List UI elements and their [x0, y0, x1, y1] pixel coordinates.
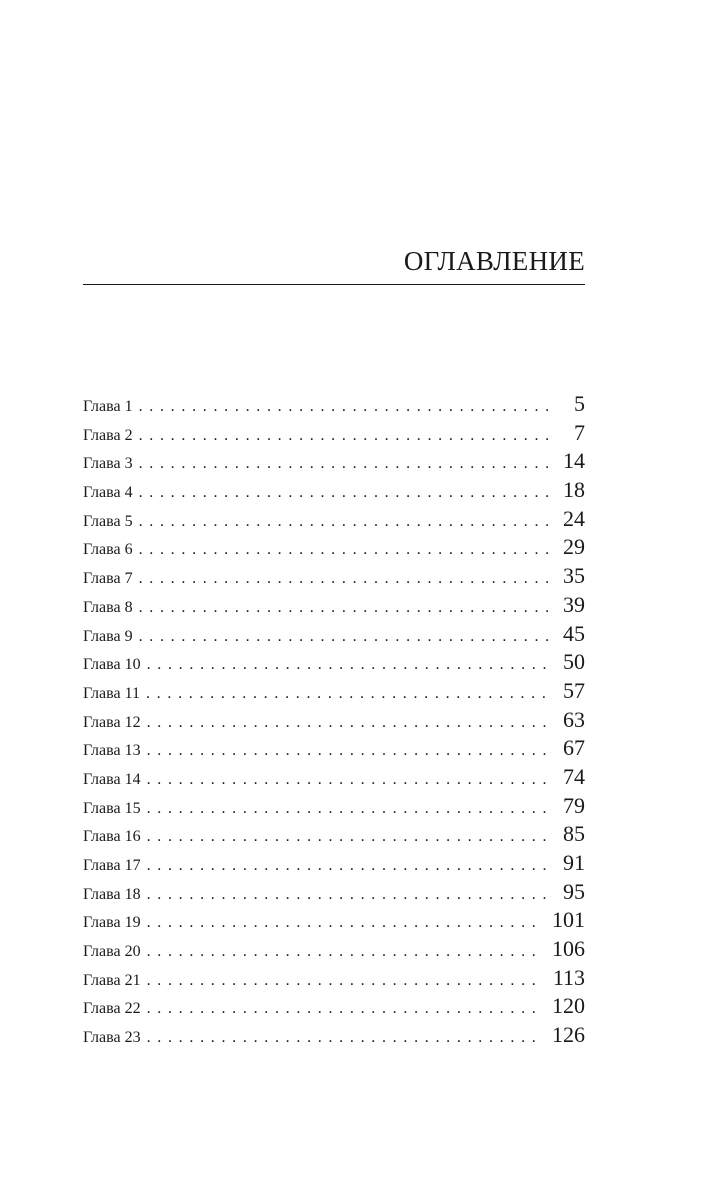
- toc-entry-label: Глава 20: [83, 943, 141, 961]
- dot-leader: [141, 972, 543, 990]
- toc-entry[interactable]: [83, 477, 585, 506]
- dot-leader: [141, 857, 553, 875]
- dot-leader: [141, 886, 553, 904]
- dot-leader: [133, 427, 555, 445]
- toc-entry-page-number: 126: [552, 1022, 585, 1048]
- dot-leader: [141, 656, 553, 674]
- dot-leader: [141, 742, 553, 760]
- toc-entry-label: Глава 22: [83, 1000, 141, 1018]
- dot-leader: [141, 914, 542, 932]
- dot-leader: [141, 800, 553, 818]
- toc-entry-page-number: 57: [563, 677, 585, 703]
- toc-entry-page-number: 39: [563, 591, 585, 617]
- toc-entry-page-number: 14: [563, 448, 585, 474]
- toc-entry-label: Глава 8: [83, 598, 133, 616]
- toc-entry-label: Глава 2: [83, 426, 133, 444]
- toc-entry-label: Глава 6: [83, 541, 133, 559]
- toc-entry[interactable]: [83, 907, 585, 936]
- toc-entry-page-number: 7: [574, 419, 585, 445]
- title-divider: [83, 284, 585, 285]
- dot-leader: [140, 685, 553, 703]
- toc-entry[interactable]: [83, 1022, 585, 1051]
- toc-entry-label: Глава 23: [83, 1029, 141, 1047]
- toc-entry-page-number: 5: [574, 391, 585, 416]
- toc-entry-label: Глава 17: [83, 857, 141, 874]
- dot-leader: [133, 628, 553, 646]
- toc-entry[interactable]: [83, 534, 585, 563]
- toc-entry-label: Глава 10: [83, 656, 141, 674]
- dot-leader: [141, 828, 553, 846]
- toc-entry-page-number: 120: [552, 993, 585, 1019]
- toc-entry-label: Глава 21: [83, 971, 141, 989]
- toc-entry[interactable]: [83, 448, 585, 477]
- toc-entry[interactable]: [83, 563, 585, 592]
- toc-entry-page-number: 24: [563, 505, 585, 531]
- page-title: ОГЛАВЛЕНИЕ: [403, 246, 585, 276]
- toc-entry-label: Глава 1: [83, 398, 133, 415]
- dot-leader: [133, 398, 555, 416]
- toc-entry-label: Глава 19: [83, 914, 141, 932]
- toc-entry[interactable]: [83, 420, 585, 449]
- dot-leader: [133, 455, 553, 473]
- toc-entry-label: Глава 4: [83, 484, 133, 502]
- dot-leader: [141, 943, 542, 961]
- toc-entry[interactable]: [83, 850, 585, 879]
- toc-entry-page-number: 18: [563, 477, 585, 503]
- dot-leader: [141, 1000, 542, 1018]
- toc-entry[interactable]: [83, 707, 585, 736]
- toc-entry-label: Глава 9: [83, 627, 133, 645]
- toc-entry-page-number: 95: [563, 878, 585, 904]
- toc-entry-label: Глава 11: [83, 684, 140, 702]
- toc-entry-page-number: 29: [563, 534, 585, 560]
- toc-entry[interactable]: [83, 592, 585, 621]
- toc-entry-page-number: 106: [552, 936, 585, 962]
- toc-entry-label: Глава 13: [83, 742, 141, 760]
- toc-entry-page-number: 67: [563, 735, 585, 761]
- dot-leader: [133, 541, 553, 559]
- toc-entry-label: Глава 12: [83, 713, 141, 731]
- toc-entry-page-number: 35: [563, 563, 585, 589]
- dot-leader: [141, 1029, 542, 1047]
- toc-entry-page-number: 113: [552, 964, 585, 990]
- toc-entry-label: Глава 16: [83, 828, 141, 846]
- toc-entry-page-number: 50: [563, 649, 585, 675]
- toc-entry-label: Глава 7: [83, 570, 133, 588]
- toc-entry[interactable]: [83, 391, 585, 420]
- toc-entry[interactable]: [83, 793, 585, 822]
- dot-leader: [133, 599, 553, 617]
- toc-entry-label: Глава 5: [83, 512, 133, 530]
- toc-entry-page-number: 85: [563, 821, 585, 847]
- dot-leader: [141, 714, 553, 732]
- toc-entry-page-number: 91: [563, 850, 585, 875]
- toc-entry[interactable]: [83, 506, 585, 535]
- toc-entry[interactable]: [83, 735, 585, 764]
- toc-entry-page-number: 74: [563, 763, 585, 789]
- toc-entry[interactable]: [83, 993, 585, 1022]
- toc-entry-page-number: 101: [552, 907, 585, 933]
- toc-entry-label: Глава 18: [83, 885, 141, 903]
- dot-leader: [133, 513, 553, 531]
- toc-entry-label: Глава 14: [83, 770, 141, 788]
- dot-leader: [141, 771, 553, 789]
- toc-entry-label: Глава 15: [83, 799, 141, 817]
- table-of-contents: [83, 391, 585, 1051]
- toc-entry[interactable]: [83, 621, 585, 650]
- toc-entry-page-number: 79: [563, 792, 585, 818]
- dot-leader: [133, 570, 553, 588]
- toc-entry-page-number: 63: [563, 706, 585, 732]
- toc-entry[interactable]: [83, 678, 585, 707]
- toc-entry[interactable]: [83, 649, 585, 678]
- dot-leader: [133, 484, 553, 502]
- toc-entry[interactable]: [83, 764, 585, 793]
- toc-entry[interactable]: [83, 821, 585, 850]
- toc-entry[interactable]: [83, 936, 585, 965]
- toc-entry-label: Глава 3: [83, 455, 133, 473]
- toc-entry-page-number: 45: [563, 620, 585, 646]
- toc-entry[interactable]: [83, 965, 585, 994]
- toc-entry[interactable]: [83, 879, 585, 908]
